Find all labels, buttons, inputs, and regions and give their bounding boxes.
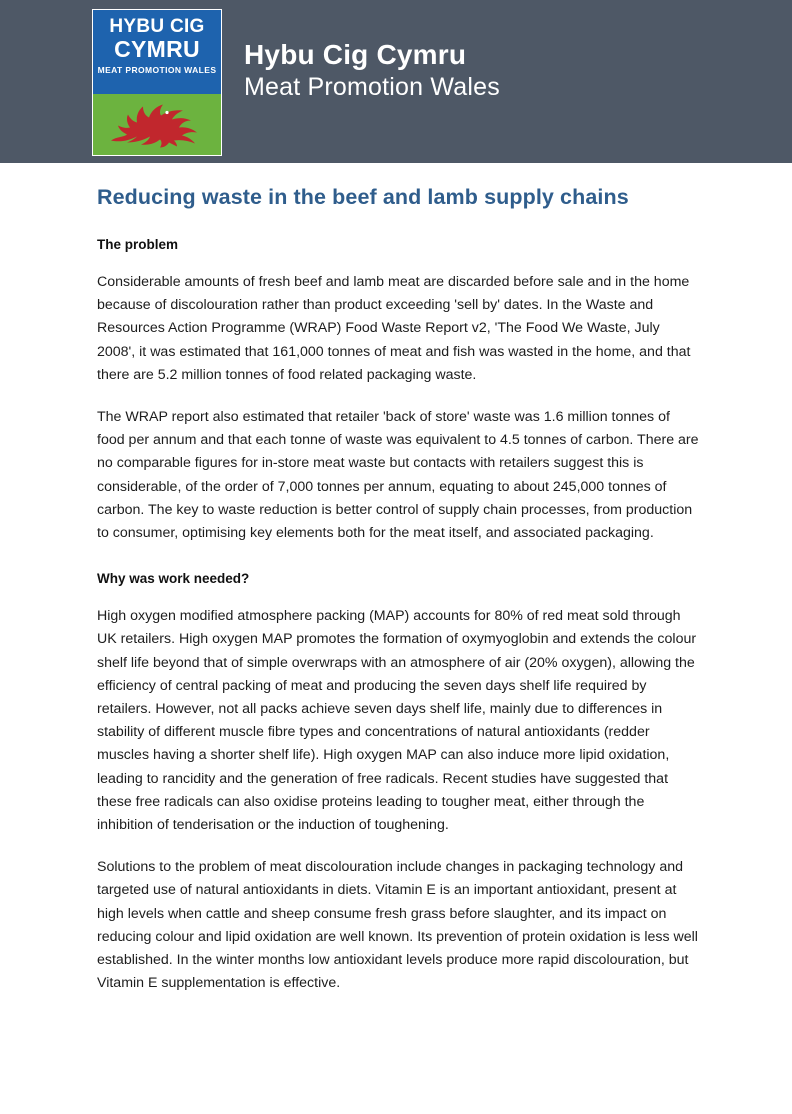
hybu-cig-cymru-logo [92, 9, 222, 156]
section-heading-why-was-work-needed: Why was work needed? [97, 571, 250, 587]
document-body [0, 183, 792, 995]
organisation-name-welsh: Hybu Cig Cymru [244, 39, 467, 70]
logo-line-2: CYMRU [114, 36, 200, 62]
logo-dragon-panel [93, 94, 221, 155]
paragraph: Considerable amounts of fresh beef and lamb meat are discarded before sale and in the home because of discolouration rather than product exceeding 'sell by' dates. In the Waste and Resources Action Programme (WRAP) Food Waste Report v2, 'The Food We Waste, July 2008', it was estimated that 161,000 tonnes of meat and fish was wasted in the home, and that there are 5.2 million tonnes of food related packaging waste. [97, 274, 691, 383]
logo-strapline: MEAT PROMOTION WALES [97, 65, 217, 75]
welsh-dragon-icon [105, 96, 209, 153]
logo-line-1: HYBU CIG [109, 16, 205, 37]
paragraph: Solutions to the problem of meat discolouration include changes in packaging technology and targeted use of natural antioxidants in diets. Vitamin E is an important antioxidant, present at high levels when cattle and sheep consume fresh grass before slaughter, and its impact on reducing colour and lipid oxidation are well known. Its prevention of protein oxidation is less well established. In the winter months low antioxidant levels produce more rapid discolouration, but Vitamin E supplementation is effective. [97, 859, 698, 992]
header-text-block [244, 38, 500, 103]
organisation-name-english: Meat Promotion Wales [244, 73, 500, 101]
page-header [0, 0, 792, 163]
paragraph: High oxygen modified atmosphere packing (MAP) accounts for 80% of red meat sold through UK retailers. High oxygen MAP promotes the formation of oxymyoglobin and extends the colour shelf life beyond that of simple overwraps with an atmosphere of air (20% oxygen), allowing the efficiency of central packing of meat and producing the seven days shelf life required by retailers. However, not all packs achieve seven days shelf life, mainly due to differences in stability of different muscle fibre types and concentrations of natural antioxidants (redder muscles having a shorter shelf life). High oxygen MAP can also induce more lipid oxidation, leading to rancidity and the generation of free radicals. Recent studies have suggested that these free radicals can also oxidise proteins leading to tougher meat, either through the inhibition of tenderisation or the induction of toughening. [97, 608, 697, 834]
logo-wordmark [93, 10, 221, 94]
page-title: Reducing waste in the beef and lamb supply chains [97, 185, 629, 209]
paragraph: The WRAP report also estimated that retailer 'back of store' waste was 1.6 million tonnes of food per annum and that each tonne of waste was equivalent to 4.5 tonnes of carbon. There are no comparable figures for in-store meat waste but contacts with retailers suggest this is considerable, of the order of 7,000 tonnes per annum, equating to about 245,000 tonnes of carbon. The key to waste reduction is better control of supply chain processes, from production to consumer, optimising key elements both for the meat itself, and associated packaging. [97, 409, 699, 542]
section-heading-the-problem: The problem [97, 237, 179, 252]
